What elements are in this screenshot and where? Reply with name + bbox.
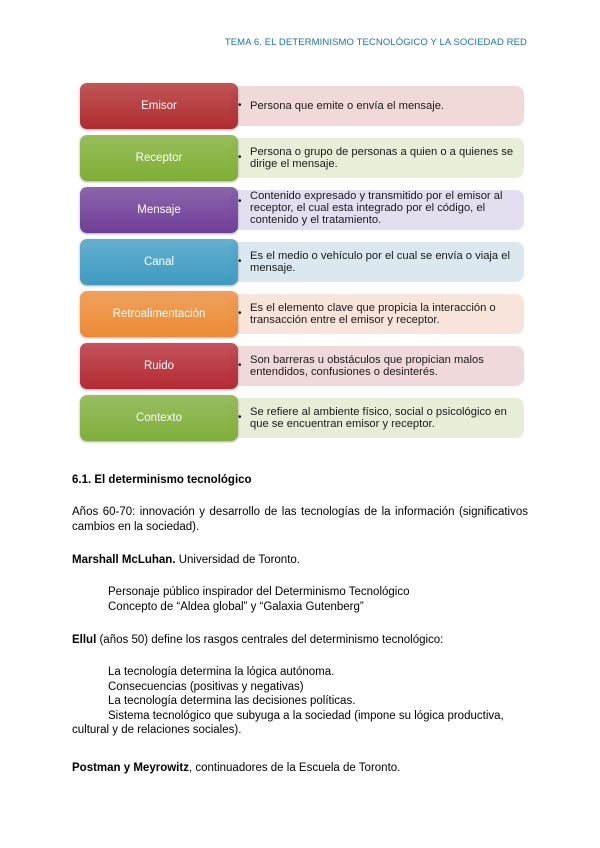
diagram-row-label: Retroalimentación	[80, 291, 238, 337]
list-item: Personaje público inspirador del Determinismo Tecnológico	[108, 586, 410, 598]
bullet-icon: •	[238, 99, 242, 111]
diagram-row-description-text: Es el medio o vehículo por el cual se envía o viaja el mensaje.	[250, 249, 510, 274]
bullet-icon: •	[238, 307, 242, 319]
diagram-row-description-text: Persona que emite o envía el mensaje.	[250, 99, 445, 112]
diagram-row-label: Contexto	[80, 395, 238, 441]
diagram-row-description	[230, 398, 524, 438]
list-item: Consecuencias (positivas y negativas)	[108, 680, 304, 693]
bullet-icon: •	[238, 255, 242, 267]
ellul-name: Ellul	[72, 634, 97, 646]
diagram-row	[80, 395, 524, 441]
diagram-row-description	[230, 294, 524, 334]
diagram-row	[80, 239, 524, 285]
diagram-row-description	[230, 138, 524, 178]
diagram-row-label: Receptor	[80, 135, 238, 181]
list-item: La tecnología determina las decisiones políticas.	[108, 695, 356, 707]
list-item: Sistema tecnológico que subyuga a la sociedad (impone su lógica productiva,	[108, 709, 504, 722]
postman-block: Postman y Meyrowitz, continuadores de la Escuela de Toronto.	[72, 762, 401, 774]
bullet-icon: •	[238, 151, 242, 163]
diagram-row	[80, 135, 524, 181]
diagram-row-label: Mensaje	[80, 187, 238, 233]
ellul-items	[72, 665, 528, 738]
mcluhan-name: Marshall McLuhan.	[72, 554, 176, 566]
diagram-row-description	[230, 242, 524, 282]
section-title: 6.1. El determinismo tecnológico	[72, 474, 252, 486]
diagram-row-description	[230, 86, 524, 126]
list-item-continuation: cultural y de relaciones sociales).	[72, 724, 242, 736]
diagram-row	[80, 291, 524, 337]
diagram-row-label: Canal	[80, 239, 238, 285]
diagram-row	[80, 343, 524, 389]
bullet-icon: •	[238, 196, 242, 207]
intro-paragraph: Años 60-70: innovación y desarrollo de las tecnologías de la información (significativos cambios en la sociedad).	[72, 506, 528, 533]
diagram-row-description-text: Es el elemento clave que propicia la interacción o transacción entre el emisor y receptor.	[250, 301, 496, 326]
bullet-icon: •	[238, 411, 242, 423]
page-header: TEMA 6. EL DETERMINISMO TECNOLÓGICO Y LA SOCIEDAD RED	[224, 37, 527, 48]
diagram-row	[80, 187, 524, 233]
mcluhan-items	[72, 585, 528, 614]
diagram-row-description-text: Contenido expresado y transmitido por el emisor al receptor, el cual esta integrado por el código, el contenido y el tratamiento.	[250, 190, 503, 227]
diagram-row-description	[230, 346, 524, 386]
mcluhan-block: Marshall McLuhan. Universidad de Toronto.	[72, 554, 300, 566]
diagram-row	[80, 83, 524, 129]
list-item: Concepto de “Aldea global” y “Galaxia Gutenberg”	[108, 600, 364, 613]
diagram-row-description-text: Persona o grupo de personas a quien o a quienes se dirige el mensaje.	[250, 145, 514, 170]
postman-name: Postman y Meyrowitz	[72, 762, 189, 774]
list-item: La tecnología determina la lógica autónoma.	[108, 666, 335, 678]
diagram-row-description-text: Se refiere al ambiente físico, social o psicológico en que se encuentran emisor y receptor.	[250, 405, 507, 430]
diagram-row-description	[230, 190, 524, 230]
ellul-block: Ellul (años 50) define los rasgos centrales del determinismo tecnológico:	[72, 634, 444, 646]
diagram-row-description-text: Son barreras u obstáculos que propician malos entendidos, confusiones o desinterés.	[250, 353, 484, 378]
bullet-icon: •	[238, 359, 242, 371]
diagram-row-label: Ruido	[80, 343, 238, 389]
diagram-row-label: Emisor	[80, 83, 238, 129]
